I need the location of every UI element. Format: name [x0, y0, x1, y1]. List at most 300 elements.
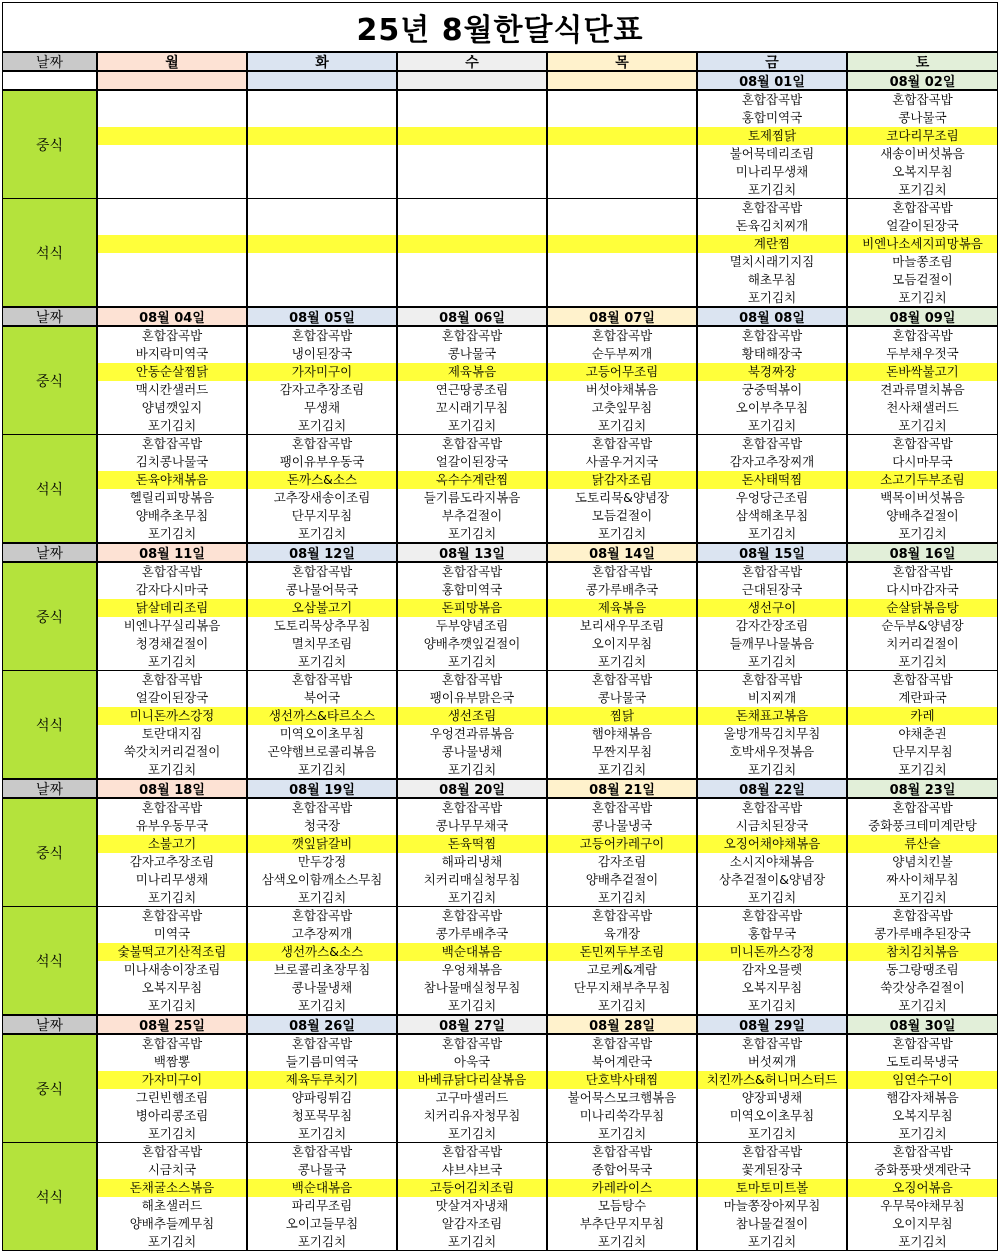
lunch-menu-cell — [97, 798, 247, 907]
menu-item: 미역오이초무침 — [279, 726, 365, 741]
main-dish-item — [398, 235, 546, 253]
date-cell — [247, 71, 397, 90]
date-cell: 08월 12일 — [247, 543, 397, 562]
menu-item: 홍합미역국 — [741, 110, 803, 125]
menu-item: 얼갈이된장국 — [886, 218, 959, 233]
menu-item: 꼬시래기무침 — [435, 400, 509, 415]
menu-item: 우엉견과류볶음 — [429, 726, 515, 741]
menu-item: 포기김치 — [747, 998, 797, 1013]
menu-item: 혼합잡곡밥 — [141, 564, 203, 579]
menu-item: 양배추들께무침 — [129, 1216, 215, 1231]
main-dish-item: 소고기두부조림 — [848, 471, 997, 489]
menu-item: 단무지무침 — [892, 744, 953, 759]
main-dish-item: 북경짜장 — [698, 363, 846, 381]
menu-item: 양념깻잎지 — [141, 400, 203, 415]
menu-item: 혼합잡곡밥 — [141, 328, 203, 343]
menu-item: 무생채 — [303, 400, 341, 415]
menu-item: 혼합잡곡밥 — [141, 436, 203, 451]
menu-item: 혼합잡곡밥 — [892, 1036, 953, 1051]
menu-item: 오이고들무침 — [285, 1216, 359, 1231]
lunch-menu-cell — [547, 90, 697, 199]
menu-item: 포기김치 — [597, 1126, 647, 1141]
menu-item: 혼합잡곡밥 — [741, 92, 803, 107]
menu-item: 동그랑땡조림 — [886, 962, 959, 977]
menu-item: 불어묵데리조림 — [729, 146, 815, 161]
dinner-menu-cell — [247, 1142, 397, 1251]
menu-item — [248, 163, 396, 181]
menu-item: 홍합무국 — [747, 926, 797, 941]
menu-item: 콩나무무채국 — [435, 818, 509, 833]
menu-item: 천사채샐러드 — [886, 400, 959, 415]
menu-item: 혼합잡곡밥 — [892, 672, 953, 687]
date-header-label: 날짜 — [2, 52, 97, 71]
menu-item: 중화풍팟샛계란국 — [874, 1162, 971, 1177]
menu-item — [398, 145, 546, 163]
menu-item — [398, 163, 546, 181]
menu-item: 종합어묵국 — [591, 1162, 653, 1177]
menu-item: 콩나물국 — [297, 1162, 347, 1177]
menu-item: 쑥갓상추겉절이 — [880, 980, 965, 995]
menu-item — [98, 289, 246, 307]
menu-item — [548, 253, 696, 271]
menu-item: 미나새송이장조림 — [123, 962, 221, 977]
menu-item: 감자고추장조림 — [129, 854, 215, 869]
menu-item — [98, 91, 246, 109]
menu-item — [248, 91, 396, 109]
menu-item: 모듬겉절이 — [591, 508, 653, 523]
menu-item: 중화풍크테미계란탕 — [868, 818, 977, 833]
menu-item: 육개장 — [603, 926, 641, 941]
lunch-menu-cell — [97, 1034, 247, 1143]
menu-item: 포기김치 — [147, 1234, 197, 1249]
menu-item: 혼합잡곡밥 — [591, 800, 653, 815]
menu-item: 들기름도라지볶음 — [423, 490, 521, 505]
day-header-6: 토 — [847, 52, 998, 71]
menu-item — [548, 91, 696, 109]
menu-item: 포기김치 — [898, 526, 947, 541]
lunch-menu-cell — [397, 798, 547, 907]
lunch-menu-cell — [847, 90, 998, 199]
menu-item: 혼합잡곡밥 — [441, 800, 503, 815]
menu-item: 호박새우젓볶음 — [729, 744, 815, 759]
menu-item: 미나리무생채 — [135, 872, 209, 887]
main-dish-item: 옥수수계란찜 — [398, 471, 546, 489]
menu-item: 콩나물냉채 — [441, 744, 503, 759]
menu-item: 무짠지무침 — [591, 744, 653, 759]
menu-item: 고구마샐러드 — [435, 1090, 509, 1105]
menu-item: 혼합잡곡밥 — [441, 328, 503, 343]
menu-item: 바지락미역국 — [135, 346, 209, 361]
menu-item: 고추장새송이조림 — [273, 490, 371, 505]
main-dish-item: 돈바싹불고기 — [848, 363, 997, 381]
menu-item: 포기김치 — [297, 1126, 347, 1141]
menu-item: 소시지야채볶음 — [729, 854, 815, 869]
menu-item: 혼합잡곡밥 — [141, 908, 203, 923]
menu-item: 콩나물냉국 — [591, 818, 653, 833]
menu-item: 포기김치 — [147, 1126, 197, 1141]
menu-item: 양배추깻잎겉절이 — [423, 636, 521, 651]
menu-item: 시금치된장국 — [735, 818, 809, 833]
menu-item: 버섯야채볶음 — [585, 382, 659, 397]
date-cell — [397, 71, 547, 90]
menu-item: 포기김치 — [597, 418, 647, 433]
lunch-menu-cell — [697, 326, 847, 435]
date-cell: 08월 06일 — [397, 307, 547, 326]
main-dish-item: 고등어무조림 — [548, 363, 696, 381]
menu-item: 혼합잡곡밥 — [892, 800, 953, 815]
dinner-label: 석식 — [2, 434, 97, 543]
main-dish-item: 순살닭볶음탕 — [848, 599, 997, 617]
menu-item — [98, 181, 246, 199]
menu-item — [398, 109, 546, 127]
menu-item: 혼합잡곡밥 — [291, 1144, 353, 1159]
menu-item — [248, 289, 396, 307]
main-dish-item: 코다리무조림 — [848, 127, 997, 145]
menu-item: 해초무침 — [747, 272, 797, 287]
menu-item — [98, 163, 246, 181]
date-cell: 08월 02일 — [847, 71, 998, 90]
menu-item: 포기김치 — [898, 1126, 947, 1141]
menu-item: 얼갈이된장국 — [435, 454, 509, 469]
menu-item: 포기김치 — [597, 654, 647, 669]
menu-item — [548, 271, 696, 289]
main-dish-item: 돈육야채볶음 — [98, 471, 246, 489]
menu-item — [398, 217, 546, 235]
menu-item: 양배추겉절이 — [886, 508, 959, 523]
menu-item: 콩나물냉채 — [291, 980, 353, 995]
date-cell: 08월 14일 — [547, 543, 697, 562]
menu-item: 혼합잡곡밥 — [441, 672, 503, 687]
menu-item — [548, 181, 696, 199]
menu-item: 두부양념조림 — [435, 618, 509, 633]
menu-item: 콩가루배추국 — [435, 926, 509, 941]
menu-item: 콩나물국 — [898, 110, 947, 125]
main-dish-item: 제육볶음 — [548, 599, 696, 617]
menu-item: 포기김치 — [297, 890, 347, 905]
main-dish-item: 제육볶음 — [398, 363, 546, 381]
menu-item: 혼합잡곡밥 — [892, 200, 953, 215]
dinner-menu-cell — [847, 198, 998, 307]
menu-item: 우엉당근조림 — [735, 490, 809, 505]
menu-item: 순두부&양념장 — [881, 618, 964, 633]
menu-item: 만두강정 — [297, 854, 347, 869]
menu-item: 혼합잡곡밥 — [892, 436, 953, 451]
menu-item: 혼합잡곡밥 — [741, 1036, 803, 1051]
main-dish-item: 제육두루치기 — [248, 1071, 396, 1089]
menu-item: 혼합잡곡밥 — [291, 908, 353, 923]
main-dish-item — [398, 127, 546, 145]
menu-item: 해파리냉채 — [441, 854, 503, 869]
main-dish-item: 돈채표고볶음 — [698, 707, 846, 725]
menu-item — [548, 199, 696, 217]
menu-item: 멸치무조림 — [291, 636, 353, 651]
menu-item: 혼합잡곡밥 — [591, 908, 653, 923]
menu-item: 혼합잡곡밥 — [591, 436, 653, 451]
menu-item: 냉이된장국 — [291, 346, 353, 361]
menu-item: 감자고추장조림 — [279, 382, 365, 397]
lunch-menu-cell — [97, 90, 247, 199]
main-dish-item: 단호박사태찜 — [548, 1071, 696, 1089]
main-dish-item: 류산슬 — [848, 835, 997, 853]
dinner-menu-cell — [97, 906, 247, 1015]
main-dish-item: 생선구이 — [698, 599, 846, 617]
main-dish-item: 카레라이스 — [548, 1179, 696, 1197]
menu-item: 도토리묵&양념장 — [574, 490, 670, 505]
menu-item: 다시마감자국 — [886, 582, 959, 597]
main-dish-item: 토마토미트볼 — [698, 1179, 846, 1197]
menu-item — [98, 109, 246, 127]
main-dish-item: 찜닭 — [548, 707, 696, 725]
menu-item: 포기김치 — [147, 654, 197, 669]
menu-item: 포기김치 — [297, 654, 347, 669]
main-dish-item: 돈채굴소스볶음 — [98, 1179, 246, 1197]
menu-item: 포기김치 — [147, 526, 197, 541]
main-dish-item: 고등어카레구이 — [548, 835, 696, 853]
menu-item: 혼합잡곡밥 — [741, 908, 803, 923]
menu-item: 포기김치 — [447, 418, 497, 433]
day-header-2: 화 — [247, 52, 397, 71]
menu-item: 포기김치 — [447, 890, 497, 905]
menu-item: 포기김치 — [747, 182, 797, 197]
dinner-menu-cell — [547, 906, 697, 1015]
lunch-menu-cell — [847, 1034, 998, 1143]
date-row-label: 날짜 — [2, 779, 97, 798]
menu-item: 오복지무침 — [892, 1108, 953, 1123]
menu-item: 치커리겉절이 — [886, 636, 959, 651]
menu-item: 포기김치 — [297, 762, 347, 777]
menu-item: 백목이버섯볶음 — [880, 490, 965, 505]
menu-item: 포기김치 — [898, 290, 947, 305]
dinner-menu-cell — [397, 1142, 547, 1251]
dinner-menu-cell — [247, 906, 397, 1015]
dinner-menu-cell — [97, 434, 247, 543]
main-dish-item — [98, 127, 246, 145]
lunch-menu-cell — [697, 90, 847, 199]
date-row-label — [2, 71, 97, 90]
menu-item: 단무지무침 — [291, 508, 353, 523]
menu-item: 참나물겉절이 — [735, 1216, 809, 1231]
lunch-menu-cell — [547, 798, 697, 907]
dinner-menu-cell — [847, 1142, 998, 1251]
menu-item: 포기김치 — [747, 890, 797, 905]
menu-item: 곤약햄브로콜리볶음 — [267, 744, 377, 759]
menu-item — [248, 199, 396, 217]
dinner-label: 석식 — [2, 1142, 97, 1251]
menu-item: 미나리무생채 — [735, 164, 809, 179]
menu-item: 혼합잡곡밥 — [892, 564, 953, 579]
menu-item: 혼합잡곡밥 — [441, 1036, 503, 1051]
menu-item: 우엉채볶음 — [441, 962, 503, 977]
menu-item: 오이부추무침 — [735, 400, 809, 415]
date-cell: 08월 11일 — [97, 543, 247, 562]
main-dish-item: 미니돈까스강정 — [98, 707, 246, 725]
menu-item: 감자다시마국 — [135, 582, 209, 597]
menu-item: 혼합잡곡밥 — [741, 672, 803, 687]
menu-item: 포기김치 — [898, 1234, 947, 1249]
menu-item: 김치콩나물국 — [135, 454, 209, 469]
menu-item: 혼합잡곡밥 — [141, 800, 203, 815]
menu-item: 도토리묵상추무침 — [273, 618, 371, 633]
menu-item — [548, 145, 696, 163]
menu-item: 감자오믈렛 — [741, 962, 803, 977]
day-header-4: 목 — [547, 52, 697, 71]
lunch-menu-cell — [247, 562, 397, 671]
main-dish-item: 임연수구이 — [848, 1071, 997, 1089]
menu-item — [548, 217, 696, 235]
menu-item: 북어국 — [303, 690, 341, 705]
menu-item — [398, 91, 546, 109]
menu-item: 토란대지짐 — [141, 726, 203, 741]
dinner-menu-cell — [397, 198, 547, 307]
date-cell: 08월 29일 — [697, 1015, 847, 1034]
menu-item: 황태해장국 — [741, 346, 803, 361]
menu-item: 청포묵무침 — [291, 1108, 353, 1123]
menu-item: 혼합잡곡밥 — [141, 1036, 203, 1051]
menu-item: 포기김치 — [747, 654, 797, 669]
main-dish-item: 돈까스&소스 — [248, 471, 396, 489]
date-cell: 08월 05일 — [247, 307, 397, 326]
menu-item: 포기김치 — [147, 890, 197, 905]
menu-item: 포기김치 — [147, 998, 197, 1013]
date-cell: 08월 18일 — [97, 779, 247, 798]
menu-item: 병아리콩조림 — [135, 1108, 209, 1123]
menu-item: 포기김치 — [147, 418, 197, 433]
menu-item — [548, 109, 696, 127]
lunch-menu-cell — [547, 326, 697, 435]
menu-item — [398, 199, 546, 217]
date-cell: 08월 25일 — [97, 1015, 247, 1034]
dinner-label: 석식 — [2, 670, 97, 779]
main-dish-item: 닭감자조림 — [548, 471, 696, 489]
menu-item: 두부채우젓국 — [886, 346, 959, 361]
menu-item: 팽이유부맑은국 — [429, 690, 515, 705]
date-cell: 08월 21일 — [547, 779, 697, 798]
main-dish-item — [98, 235, 246, 253]
menu-item: 부추단무지무침 — [579, 1216, 665, 1231]
date-cell: 08월 07일 — [547, 307, 697, 326]
menu-item: 근대된장국 — [741, 582, 803, 597]
menu-item: 혼합잡곡밥 — [591, 1144, 653, 1159]
dinner-menu-cell — [697, 1142, 847, 1251]
date-row-label: 날짜 — [2, 307, 97, 326]
lunch-menu-cell — [697, 1034, 847, 1143]
menu-item: 포기김치 — [297, 526, 347, 541]
menu-item: 포기김치 — [898, 654, 947, 669]
menu-item — [98, 145, 246, 163]
menu-item — [248, 253, 396, 271]
menu-item: 콩나물어묵국 — [285, 582, 359, 597]
menu-item: 혼합잡곡밥 — [141, 672, 203, 687]
menu-item: 오복지무침 — [141, 980, 203, 995]
menu-item: 백짬뽕 — [153, 1054, 191, 1069]
menu-item: 마늘쫑장아찌무침 — [723, 1198, 821, 1213]
dinner-menu-cell — [97, 198, 247, 307]
menu-item: 치커리매실청무침 — [423, 872, 521, 887]
menu-item: 포기김치 — [898, 418, 947, 433]
menu-item: 포기김치 — [297, 418, 347, 433]
menu-item: 미역국 — [153, 926, 191, 941]
menu-item: 포기김치 — [447, 1126, 497, 1141]
menu-item: 혼합잡곡밥 — [892, 328, 953, 343]
menu-item: 청경채겉절이 — [135, 636, 209, 651]
menu-item: 팽이유부우동국 — [279, 454, 365, 469]
menu-item: 비엔나꾸실리볶음 — [123, 618, 221, 633]
menu-item: 들기름미역국 — [285, 1054, 359, 1069]
menu-item — [98, 217, 246, 235]
lunch-menu-cell — [547, 1034, 697, 1143]
dinner-label: 석식 — [2, 198, 97, 307]
lunch-label: 중식 — [2, 90, 97, 199]
menu-item: 멸치시래기지짐 — [729, 254, 815, 269]
menu-item — [548, 289, 696, 307]
menu-item: 포기김치 — [447, 998, 497, 1013]
menu-item: 쑥갓치커리겉절이 — [123, 744, 221, 759]
menu-item: 얼갈이된장국 — [135, 690, 209, 705]
menu-item: 모듬탕수 — [597, 1198, 647, 1213]
date-row-label: 날짜 — [2, 543, 97, 562]
menu-item: 포기김치 — [597, 890, 647, 905]
date-cell: 08월 13일 — [397, 543, 547, 562]
menu-item: 혼합잡곡밥 — [741, 200, 803, 215]
lunch-label: 중식 — [2, 562, 97, 671]
menu-item: 계란파국 — [898, 690, 947, 705]
menu-item: 감자간장조림 — [735, 618, 809, 633]
dinner-menu-cell — [697, 434, 847, 543]
lunch-menu-cell — [247, 798, 397, 907]
menu-item: 고로케&계람 — [586, 962, 658, 977]
lunch-menu-cell — [97, 562, 247, 671]
date-cell: 08월 26일 — [247, 1015, 397, 1034]
date-cell: 08월 16일 — [847, 543, 998, 562]
main-dish-item: 안동순살찜닭 — [98, 363, 246, 381]
menu-item — [248, 271, 396, 289]
menu-item: 오복지무침 — [741, 980, 803, 995]
menu-item: 꽃게된장국 — [741, 1162, 803, 1177]
menu-item: 다시마무국 — [892, 454, 953, 469]
main-dish-item: 고등어김치조림 — [398, 1179, 546, 1197]
date-cell: 08월 09일 — [847, 307, 998, 326]
menu-item: 혼합잡곡밥 — [291, 800, 353, 815]
menu-item: 포기김치 — [597, 1234, 647, 1249]
menu-item: 미역오이초무침 — [729, 1108, 815, 1123]
main-dish-item: 가자미구이 — [98, 1071, 246, 1089]
main-dish-item: 계란찜 — [698, 235, 846, 253]
dinner-menu-cell — [847, 670, 998, 779]
menu-item: 새송이버섯볶음 — [880, 146, 965, 161]
menu-item: 파리무조림 — [291, 1198, 353, 1213]
menu-item — [398, 253, 546, 271]
menu-item: 혼합잡곡밥 — [591, 328, 653, 343]
main-dish-item: 카레 — [848, 707, 997, 725]
menu-item: 혼합잡곡밥 — [741, 328, 803, 343]
menu-item: 포기김치 — [447, 654, 497, 669]
main-dish-item: 오징어채야채볶음 — [698, 835, 846, 853]
menu-item: 햄야채볶음 — [591, 726, 653, 741]
menu-item — [398, 271, 546, 289]
lunch-label: 중식 — [2, 1034, 97, 1143]
menu-item: 포기김치 — [147, 762, 197, 777]
date-cell: 08월 27일 — [397, 1015, 547, 1034]
menu-item: 포기김치 — [447, 762, 497, 777]
dinner-menu-cell — [697, 906, 847, 1015]
menu-item: 햄감자채볶음 — [886, 1090, 959, 1105]
dinner-menu-cell — [247, 670, 397, 779]
dinner-menu-cell — [547, 1142, 697, 1251]
menu-item: 견과류멸치볶음 — [880, 382, 965, 397]
menu-item: 오이지무침 — [892, 1216, 953, 1231]
menu-item: 혼합잡곡밥 — [591, 564, 653, 579]
menu-item: 고추장찌개 — [291, 926, 353, 941]
